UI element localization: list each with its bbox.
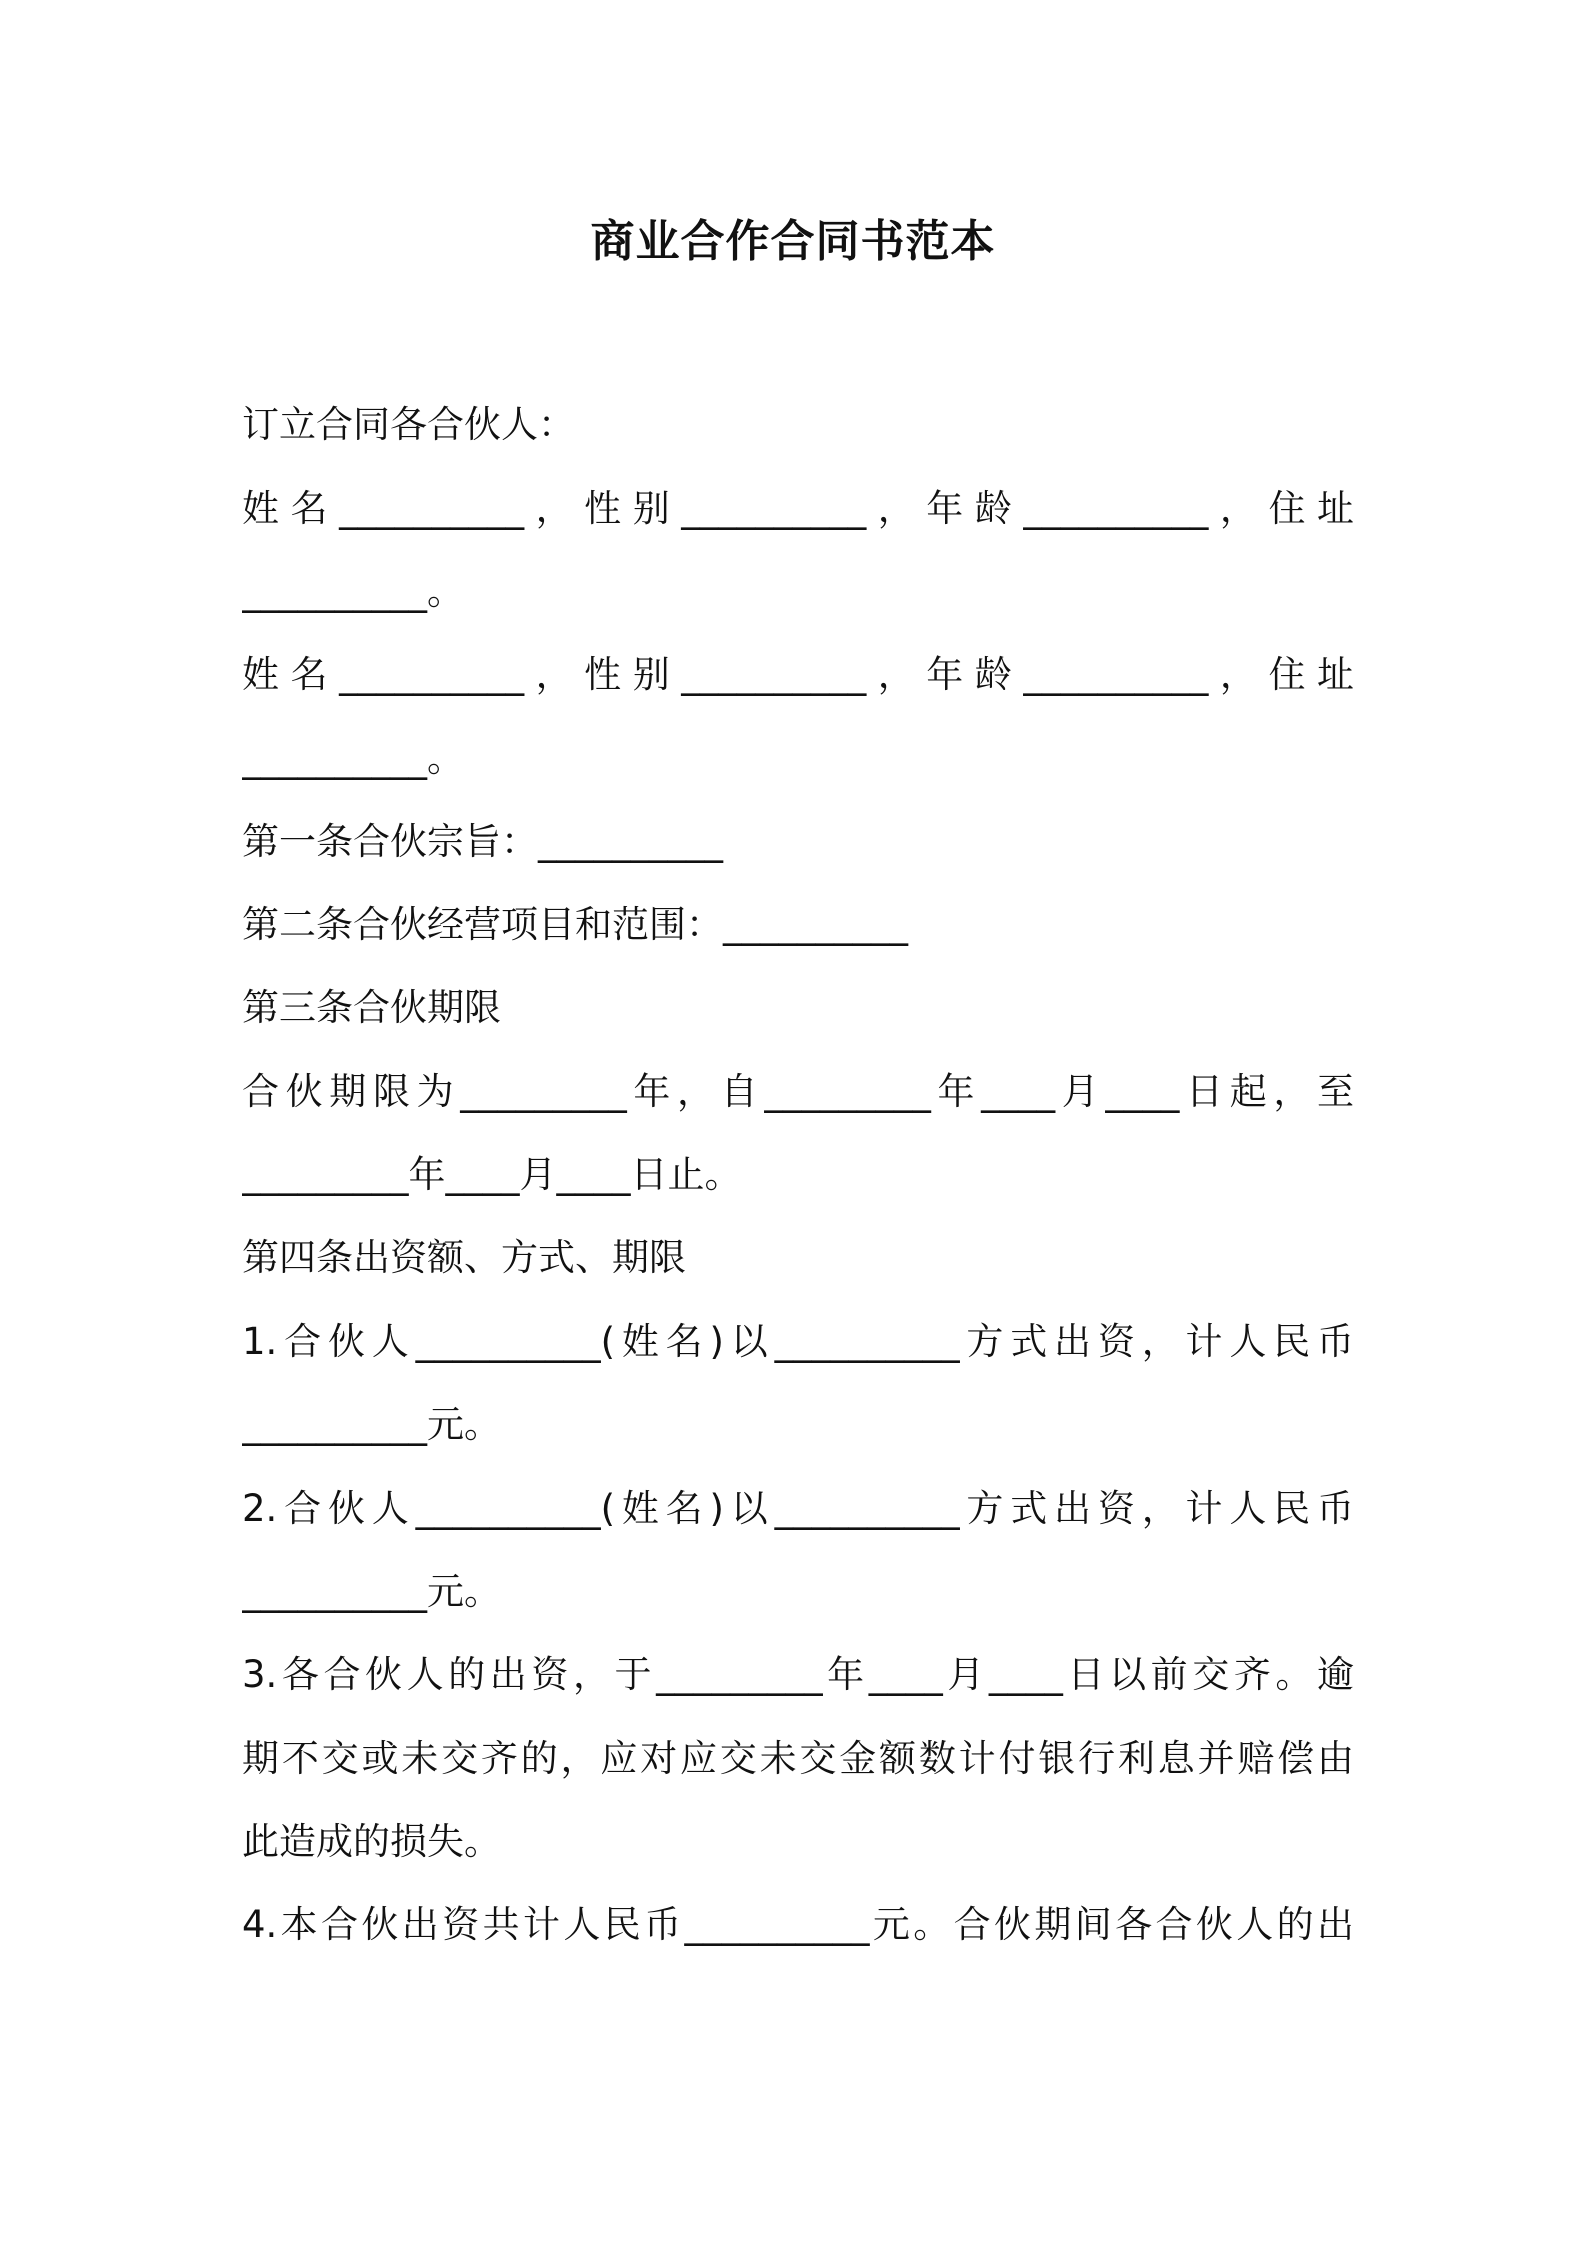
- text-line: __________元。: [242, 1403, 501, 1446]
- text-line: 3.各合伙人的出资，于_________年____月____日以前交齐。逾: [242, 1653, 1354, 1696]
- text-line: 合伙期限为_________年，自_________年____月____日起，至: [242, 1070, 1354, 1113]
- text-line: 4.本合伙出资共计人民币__________元。合伙期间各合伙人的出: [242, 1903, 1354, 1946]
- text-line: _________年____月____日止。: [242, 1153, 742, 1196]
- text-line: 姓名__________，性别__________，年龄__________，住址: [242, 653, 1354, 696]
- text-line: __________。: [242, 737, 464, 780]
- text-line: 订立合同各合伙人：: [242, 403, 575, 446]
- text-line: 姓名__________，性别__________，年龄__________，住址: [242, 487, 1354, 530]
- text-line: 第二条合伙经营项目和范围：__________: [242, 903, 908, 946]
- text-line: 2.合伙人__________(姓名)以__________方式出资，计人民币: [242, 1487, 1354, 1530]
- text-line: 1.合伙人__________(姓名)以__________方式出资，计人民币: [242, 1320, 1354, 1363]
- text-line: 期不交或未交齐的，应对应交未交金额数计付银行利息并赔偿由: [242, 1737, 1354, 1780]
- text-line: 第三条合伙期限: [242, 986, 501, 1029]
- text-line: __________。: [242, 570, 464, 613]
- text-line: 第四条出资额、方式、期限: [242, 1236, 686, 1279]
- text-line: 此造成的损失。: [242, 1820, 501, 1863]
- document-title: 商业合作合同书范本: [590, 216, 996, 267]
- text-line: __________元。: [242, 1570, 501, 1613]
- text-line: 第一条合伙宗旨：__________: [242, 820, 723, 863]
